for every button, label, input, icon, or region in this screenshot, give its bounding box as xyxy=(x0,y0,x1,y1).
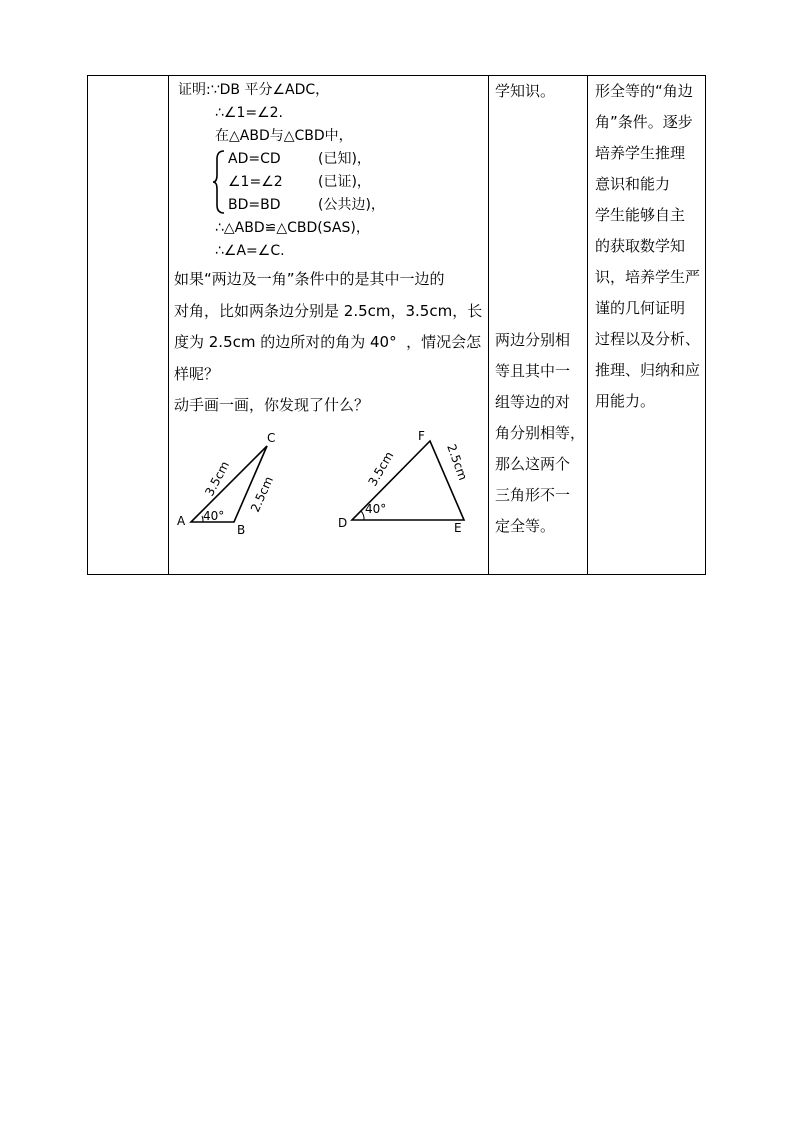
question-line: 度为 2.5cm 的边所对的角为 40° ，情况会怎 xyxy=(174,333,482,351)
side-df-label: 3.5cm xyxy=(365,449,397,489)
col3-line: 那么这两个 xyxy=(495,455,571,473)
proof-condition-3: BD=BD xyxy=(228,197,281,213)
col4-line: 形全等的“角边 xyxy=(595,82,693,100)
column-divider xyxy=(488,76,489,574)
col3-line: 等且其中一 xyxy=(495,362,571,380)
vertex-f: F xyxy=(418,429,425,443)
col3-line: 组等边的对 xyxy=(495,393,571,411)
brace-icon xyxy=(212,149,226,215)
col3-line: 两边分别相 xyxy=(495,331,571,349)
col4-line: 谨的几何证明 xyxy=(595,299,686,317)
col3-line: 定全等。 xyxy=(495,517,556,535)
proof-line-final: ∴∠A=∠C. xyxy=(215,243,285,259)
col4-line: 学生能够自主 xyxy=(595,206,686,224)
col3-line: 角分别相等， xyxy=(495,424,586,442)
col4-line: 用能力。 xyxy=(595,392,656,410)
col4-line: 的获取数学知 xyxy=(595,237,686,255)
vertex-d: D xyxy=(338,516,348,530)
col4-line: 角”条件。逐步 xyxy=(595,113,693,131)
triangle-abc-figure xyxy=(170,425,290,545)
question-line: 对角，比如两条边分别是 2.5cm，3.5cm，长 xyxy=(174,301,483,320)
col3-conclusion xyxy=(495,325,586,542)
side-ef-label: 2.5cm xyxy=(444,442,471,483)
col4-line: 识，培养学生严 xyxy=(595,268,701,286)
col3-top-line: 学知识。 xyxy=(495,82,556,100)
proof-line-3: 在△ABD与△CBD中， xyxy=(215,128,353,144)
proof-condition-2: ∠1=∠2 xyxy=(228,174,283,190)
col4-line: 意识和能力 xyxy=(595,175,671,193)
vertex-c: C xyxy=(267,431,276,445)
proof-condition-1: AD=CD xyxy=(228,151,281,167)
col4-line: 培养学生推理 xyxy=(595,144,686,162)
question-line: 如果“两边及一角”条件中的是其中一边的 xyxy=(174,270,445,288)
question-line: 样呢？ xyxy=(174,364,220,383)
proof-line-2: ∴∠1=∠2. xyxy=(215,105,284,121)
vertex-a: A xyxy=(177,514,186,528)
angle-arc-icon xyxy=(361,511,364,520)
vertex-e: E xyxy=(454,521,462,535)
col4-line: 推理、归纳和应 xyxy=(595,361,701,379)
angle-label: 40° xyxy=(365,502,387,516)
proof-line-conclusion: ∴△ABD≌△CBD(SAS)， xyxy=(215,220,370,236)
proof-reason-2: (已证)， xyxy=(318,174,371,190)
proof-line-1: 证明:∵DB 平分∠ADC， xyxy=(178,82,330,98)
column-divider xyxy=(587,76,588,574)
col3-line: 三角形不一 xyxy=(495,486,571,504)
col4-line: 过程以及分析、 xyxy=(595,330,701,348)
side-bc-label: 2.5cm xyxy=(247,474,276,515)
triangle-def-figure xyxy=(330,425,480,545)
side-ac-label: 3.5cm xyxy=(202,458,233,499)
column-divider xyxy=(168,76,169,574)
proof-reason-3: (公共边)， xyxy=(318,197,385,213)
proof-reason-1: (已知)， xyxy=(318,151,371,167)
col4-intent xyxy=(595,76,703,417)
question-line: 动手画一画，你发现了什么？ xyxy=(174,396,370,414)
angle-label: 40° xyxy=(203,509,225,523)
col3-top-text xyxy=(495,76,583,107)
question-paragraph xyxy=(174,264,484,422)
vertex-b: B xyxy=(237,523,246,537)
